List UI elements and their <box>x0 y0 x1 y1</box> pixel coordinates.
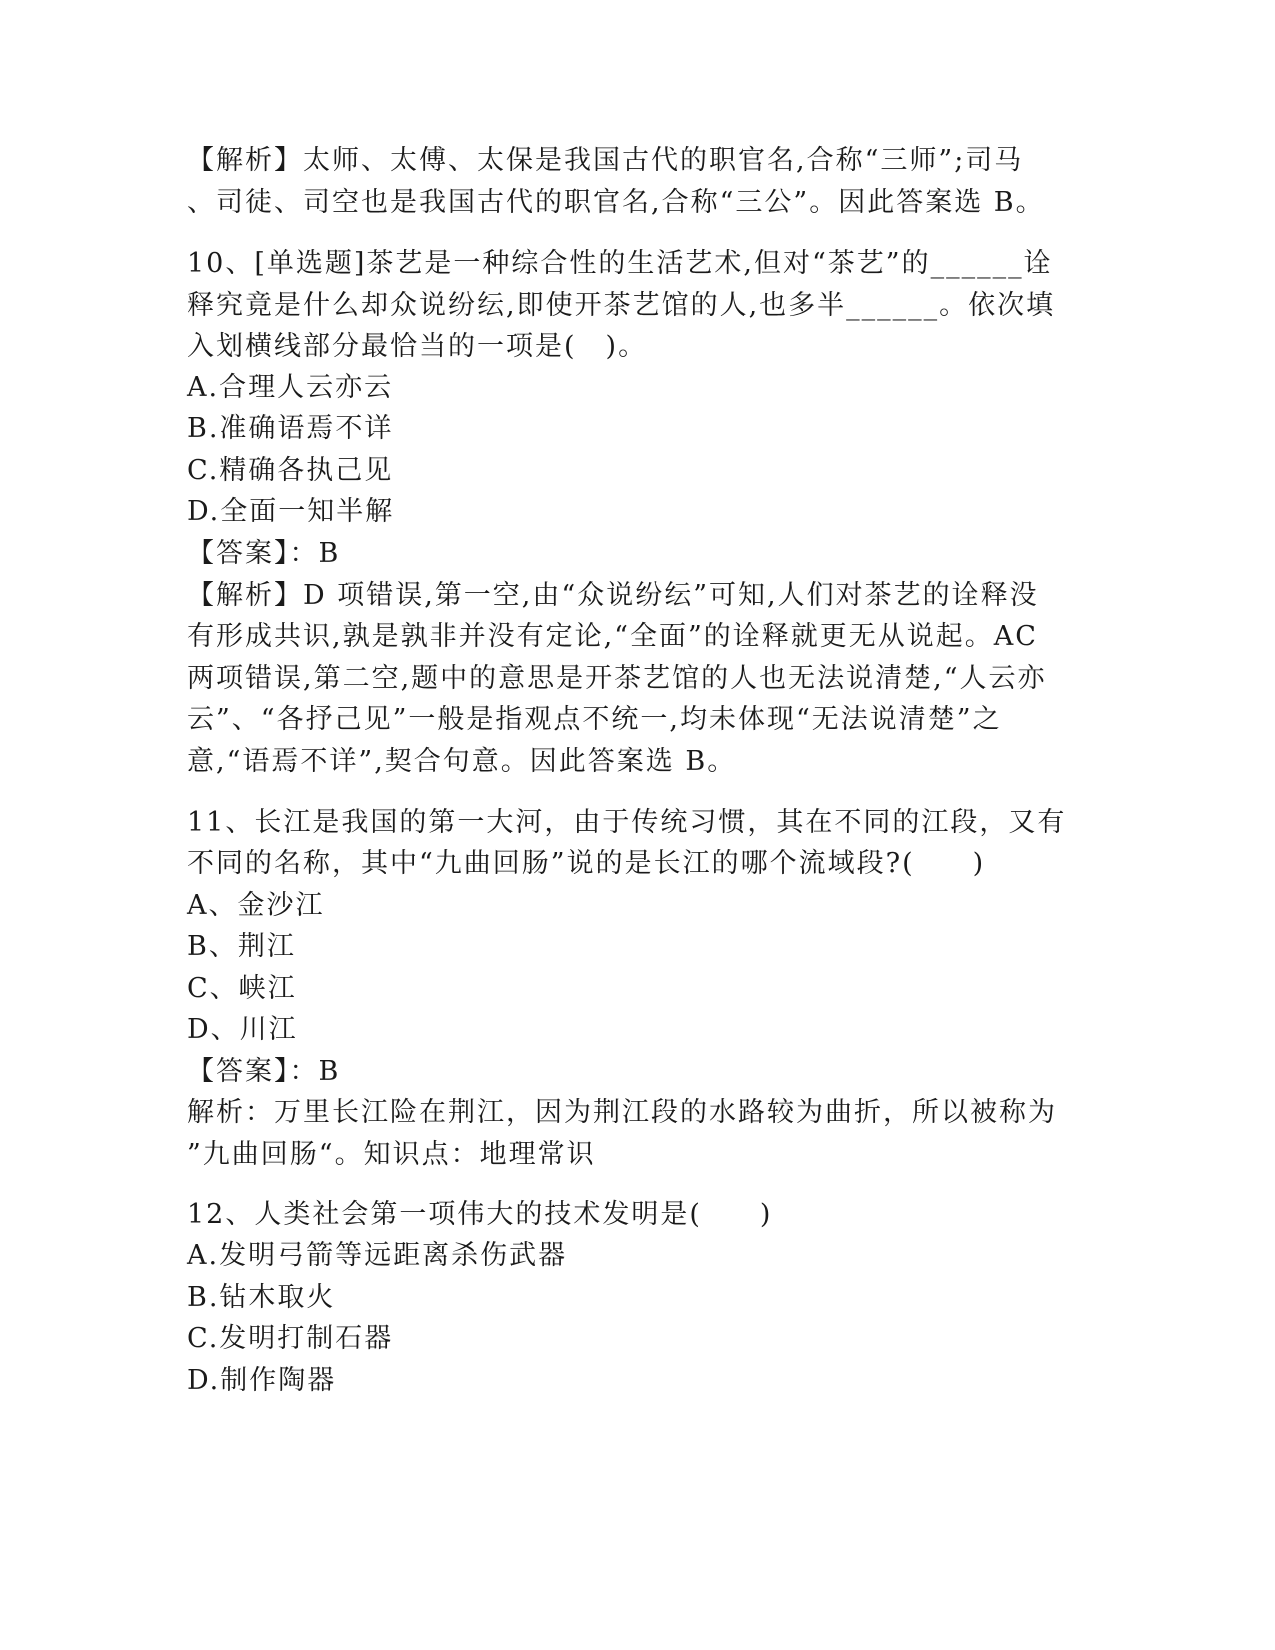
question-stem-line: 11、长江是我国的第一大河，由于传统习惯，其在不同的江段，又有 <box>187 807 1067 838</box>
analysis-line: 两项错误,第二空,题中的意思是开茶艺馆的人也无法说清楚,“人云亦 <box>187 663 1047 694</box>
question-stem-line: 入划横线部分最恰当的一项是( )。 <box>187 331 648 362</box>
option-c: C、峡江 <box>187 973 297 1004</box>
text-line: 【解析】太师、太傅、太保是我国古代的职官名,合称“三师”;司马 <box>187 145 1024 176</box>
question-stem-line: 12、人类社会第一项伟大的技术发明是( ) <box>187 1199 773 1230</box>
option-b: B、荆江 <box>187 931 296 962</box>
option-a: A.合理人云亦云 <box>187 372 394 403</box>
analysis-line: 有形成共识,孰是孰非并没有定论,“全面”的诠释就更无从说起。AC <box>187 621 1038 652</box>
option-a: A、金沙江 <box>187 890 325 921</box>
analysis-line: 意,“语焉不详”,契合句意。因此答案选 B。 <box>187 746 737 777</box>
option-a: A.发明弓箭等远距离杀伤武器 <box>187 1240 568 1271</box>
analysis-line: 云”、“各抒己见”一般是指观点不统一,均未体现“无法说清楚”之 <box>187 704 1002 735</box>
text-line: 、司徒、司空也是我国古代的职官名,合称“三公”。因此答案选 B。 <box>187 187 1045 218</box>
analysis-line: 【解析】D 项错误,第一空,由“众说纷纭”可知,人们对茶艺的诠释没 <box>187 580 1039 611</box>
answer-line: 【答案】：B <box>187 1056 341 1087</box>
option-b: B.钻木取火 <box>187 1282 336 1313</box>
analysis-line: ”九曲回肠“。知识点：地理常识 <box>187 1139 596 1170</box>
question-stem-line: 10、[单选题]茶艺是一种综合性的生活艺术,但对“茶艺”的______诠 <box>187 248 1053 279</box>
option-d: D.全面一知半解 <box>187 496 395 527</box>
option-d: D.制作陶器 <box>187 1365 337 1396</box>
question-stem-line: 不同的名称，其中“九曲回肠”说的是长江的哪个流域段?( ) <box>187 848 986 879</box>
analysis-line: 解析：万里长江险在荆江，因为荆江段的水路较为曲折，所以被称为 <box>187 1097 1057 1128</box>
option-c: C.发明打制石器 <box>187 1323 394 1354</box>
option-b: B.准确语焉不详 <box>187 413 394 444</box>
answer-line: 【答案】：B <box>187 538 341 569</box>
option-c: C.精确各执己见 <box>187 455 394 486</box>
option-d: D、川江 <box>187 1014 298 1045</box>
question-stem-line: 释究竟是什么却众说纷纭,即使开茶艺馆的人,也多半______。依次填 <box>187 290 1056 321</box>
